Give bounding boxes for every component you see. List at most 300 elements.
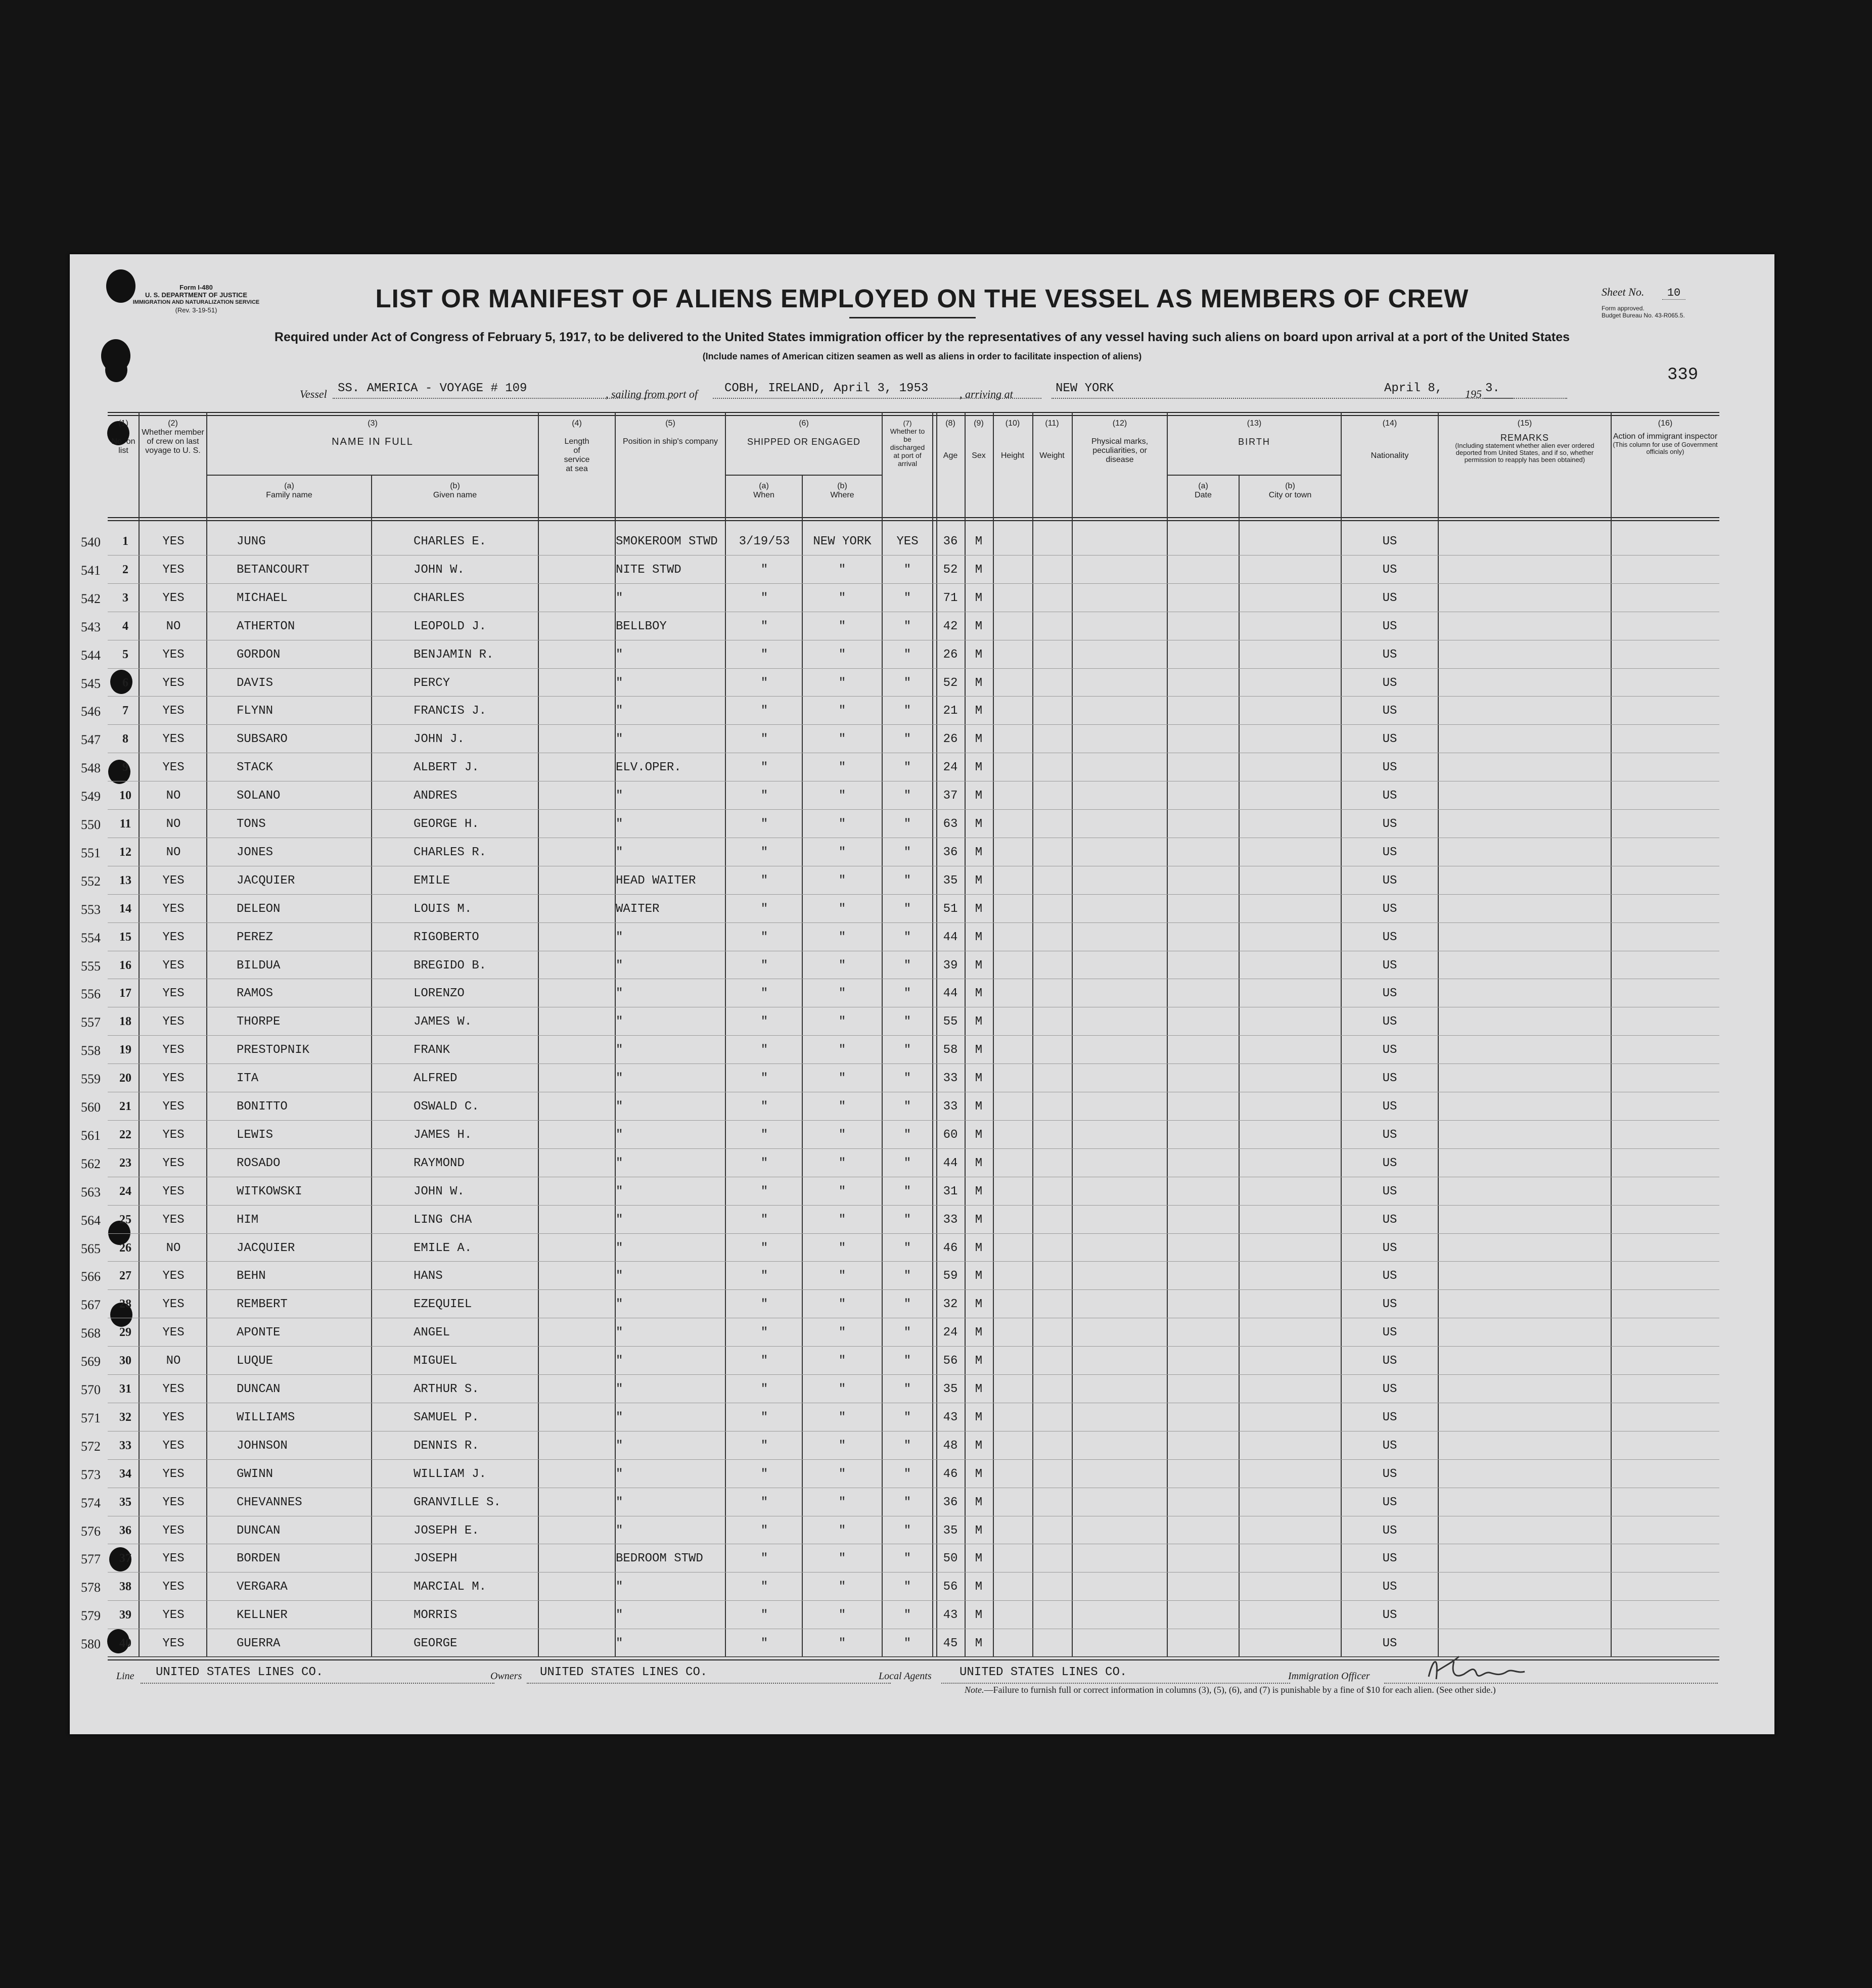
col-label: City or town xyxy=(1268,491,1312,499)
margin-row-number-cell: 557 xyxy=(81,1015,101,1030)
position-cell: " xyxy=(616,1184,623,1198)
discharged-cell: " xyxy=(903,704,911,718)
col-label: Date xyxy=(1195,491,1212,499)
previous-voyage-cell: YES xyxy=(162,1580,185,1594)
col-number: (8) xyxy=(945,419,955,428)
position-cell: WAITER xyxy=(616,902,660,916)
nationality-cell: US xyxy=(1382,1608,1397,1623)
family-name-cell: VERGARA xyxy=(237,1580,288,1594)
shipped-when-cell: " xyxy=(760,1043,768,1057)
previous-voyage-cell: YES xyxy=(162,1015,185,1029)
sex-cell: M xyxy=(975,1439,983,1453)
given-name-cell: HANS xyxy=(414,1269,443,1283)
margin-row-number-cell: 556 xyxy=(81,987,101,1002)
shipped-where-cell: " xyxy=(838,1523,846,1538)
nationality-cell: US xyxy=(1382,1015,1397,1029)
col-number: (a) xyxy=(1198,482,1208,490)
service-name: IMMIGRATION AND NATURALIZATION SERVICE xyxy=(132,299,260,305)
approval-line: Budget Bureau No. 43-R065.5. xyxy=(1602,312,1685,319)
nationality-cell: US xyxy=(1382,902,1397,916)
header-subrule xyxy=(206,475,538,476)
discharged-cell: " xyxy=(903,1213,911,1227)
header-bottom-rule xyxy=(108,520,1719,521)
age-cell: 26 xyxy=(943,648,958,662)
col-sep xyxy=(1032,412,1033,1657)
sex-cell: M xyxy=(975,619,983,633)
given-name-cell: JOSEPH E. xyxy=(414,1523,479,1538)
discharged-cell: " xyxy=(903,958,911,973)
age-cell: 44 xyxy=(943,930,958,944)
margin-row-number-cell: 577 xyxy=(81,1552,101,1567)
discharged-cell: " xyxy=(903,1100,911,1114)
family-name-cell: WILLIAMS xyxy=(237,1410,295,1424)
sex-cell: M xyxy=(975,930,983,944)
given-name-cell: BREGIDO B. xyxy=(414,958,487,973)
row-rule xyxy=(108,1459,1719,1460)
col-sep xyxy=(139,412,140,1657)
row-rule xyxy=(108,1233,1719,1234)
col-label: Physical marks, peculiarities, or disease xyxy=(1091,437,1149,464)
position-cell: " xyxy=(616,1580,623,1594)
given-name-cell: LING CHA xyxy=(414,1213,472,1227)
row-rule xyxy=(108,1346,1719,1347)
discharged-cell: " xyxy=(903,902,911,916)
family-name-cell: GUERRA xyxy=(237,1637,281,1651)
shipped-where-cell: " xyxy=(838,930,846,944)
sex-cell: M xyxy=(975,1128,983,1142)
header-subrule xyxy=(1167,475,1341,476)
shipped-where-cell: " xyxy=(838,1015,846,1029)
sex-cell: M xyxy=(975,1269,983,1283)
shipped-where-cell: " xyxy=(838,817,846,831)
family-name-cell: GORDON xyxy=(237,648,281,662)
col12-header xyxy=(1073,419,1167,465)
shipped-where-cell: " xyxy=(838,732,846,747)
age-cell: 36 xyxy=(943,535,958,548)
given-name-cell: ANGEL xyxy=(414,1326,450,1340)
col-sep xyxy=(932,412,933,1657)
discharged-cell: " xyxy=(903,1128,911,1142)
given-name-cell: CHARLES E. xyxy=(414,535,487,548)
shipped-where-cell: " xyxy=(838,1241,846,1255)
nationality-cell: US xyxy=(1382,1156,1397,1170)
col13a-header xyxy=(1168,482,1239,500)
margin-row-number-cell: 544 xyxy=(81,648,101,663)
margin-row-number-cell: 540 xyxy=(81,535,101,549)
position-cell: " xyxy=(616,1072,623,1086)
list-number-cell: 7 xyxy=(122,704,128,718)
family-name-cell: HIM xyxy=(237,1213,259,1227)
arriving-label: , arriving at xyxy=(960,388,1013,400)
sex-cell: M xyxy=(975,902,983,916)
row-rule xyxy=(108,1035,1719,1036)
shipped-when-cell: " xyxy=(760,563,768,577)
shipped-when-cell: " xyxy=(760,1439,768,1453)
col3-header xyxy=(207,419,538,446)
nationality-cell: US xyxy=(1382,1184,1397,1198)
margin-row-number-cell: 573 xyxy=(81,1467,101,1482)
given-name-cell: RAYMOND xyxy=(414,1156,465,1170)
row-rule xyxy=(108,668,1719,669)
margin-row-number-cell: 559 xyxy=(81,1072,101,1087)
list-number-cell: 14 xyxy=(119,902,131,915)
position-cell: " xyxy=(616,1043,623,1057)
margin-row-number-cell: 571 xyxy=(81,1410,101,1425)
previous-voyage-cell: YES xyxy=(162,1156,185,1170)
owners-label: Owners xyxy=(490,1671,522,1682)
list-number-cell: 11 xyxy=(119,817,131,830)
age-cell: 35 xyxy=(943,873,958,888)
margin-row-number-cell: 551 xyxy=(81,845,101,860)
position-cell: SMOKEROOM STWD xyxy=(616,535,718,548)
discharged-cell: " xyxy=(903,1637,911,1651)
margin-row-number-cell: 552 xyxy=(81,873,101,889)
year-label: 195 xyxy=(1465,388,1482,400)
previous-voyage-cell: YES xyxy=(162,1608,185,1623)
previous-voyage-cell: YES xyxy=(162,1213,185,1227)
previous-voyage-cell: YES xyxy=(162,1382,185,1396)
shipped-where-cell: " xyxy=(838,704,846,718)
previous-voyage-cell: NO xyxy=(166,789,181,803)
col14-header xyxy=(1342,419,1438,460)
vessel-line xyxy=(70,380,1774,400)
sex-cell: M xyxy=(975,1608,983,1623)
nationality-cell: US xyxy=(1382,1523,1397,1538)
position-cell: " xyxy=(616,1523,623,1538)
family-name-cell: APONTE xyxy=(237,1326,281,1340)
family-name-cell: WITKOWSKI xyxy=(237,1184,302,1198)
discharged-cell: " xyxy=(903,817,911,831)
age-cell: 35 xyxy=(943,1382,958,1396)
family-name-cell: JACQUIER xyxy=(237,873,295,888)
nationality-cell: US xyxy=(1382,1552,1397,1566)
sex-cell: M xyxy=(975,873,983,888)
shipped-when-cell: " xyxy=(760,1552,768,1566)
row-rule xyxy=(108,1148,1719,1149)
discharged-cell: " xyxy=(903,1015,911,1029)
discharged-cell: " xyxy=(903,1439,911,1453)
col-sep xyxy=(538,412,539,1657)
margin-row-number-cell: 549 xyxy=(81,789,101,804)
position-cell: " xyxy=(616,591,623,605)
row-rule xyxy=(108,555,1719,556)
note-text: —Failure to furnish full or correct information in columns (3), (5), (6), and (7) is punishable by a fine of $10 for each alien. (See other side.) xyxy=(984,1685,1496,1695)
position-cell: " xyxy=(616,1467,623,1481)
note-label: Note. xyxy=(965,1685,984,1695)
nationality-cell: US xyxy=(1382,1269,1397,1283)
arriving-value: NEW YORK xyxy=(1056,382,1114,395)
sex-cell: M xyxy=(975,1495,983,1509)
sex-cell: M xyxy=(975,591,983,605)
margin-row-number-cell: 541 xyxy=(81,563,101,578)
discharged-cell: " xyxy=(903,619,911,633)
sex-cell: M xyxy=(975,1637,983,1651)
family-name-cell: BEHN xyxy=(237,1269,266,1283)
col-sep xyxy=(1167,412,1168,1657)
col-label: Length of service at sea xyxy=(564,437,590,473)
given-name-cell: FRANCIS J. xyxy=(414,704,487,718)
discharged-cell: " xyxy=(903,930,911,944)
margin-row-number-cell: 543 xyxy=(81,619,101,634)
margin-row-number-cell: 561 xyxy=(81,1128,101,1143)
nationality-cell: US xyxy=(1382,1580,1397,1594)
given-name-cell: JOHN J. xyxy=(414,732,465,747)
col-label: NAME IN FULL xyxy=(332,436,414,447)
previous-voyage-cell: YES xyxy=(162,1100,185,1114)
sex-cell: M xyxy=(975,1410,983,1424)
nationality-cell: US xyxy=(1382,1637,1397,1651)
family-name-cell: JONES xyxy=(237,845,273,859)
year-value: 3. xyxy=(1485,382,1500,395)
sex-cell: M xyxy=(975,732,983,747)
row-rule xyxy=(108,809,1719,810)
shipped-where-cell: " xyxy=(838,761,846,775)
list-number-cell: 13 xyxy=(119,873,131,887)
col-number: (b) xyxy=(450,482,460,490)
nationality-cell: US xyxy=(1382,845,1397,859)
sailing-label: , sailing from port of xyxy=(606,388,698,400)
age-cell: 33 xyxy=(943,1100,958,1114)
shipped-where-cell: " xyxy=(838,676,846,690)
sex-cell: M xyxy=(975,1015,983,1029)
nationality-cell: US xyxy=(1382,619,1397,633)
nationality-cell: US xyxy=(1382,563,1397,577)
given-name-cell: JAMES W. xyxy=(414,1015,472,1029)
age-cell: 35 xyxy=(943,1523,958,1538)
shipped-where-cell: " xyxy=(838,1184,846,1198)
previous-voyage-cell: YES xyxy=(162,902,185,916)
list-number-cell: 12 xyxy=(119,845,131,859)
age-cell: 46 xyxy=(943,1241,958,1255)
col16-header xyxy=(1612,419,1719,455)
previous-voyage-cell: YES xyxy=(162,1043,185,1057)
family-name-cell: DELEON xyxy=(237,902,281,916)
sex-cell: M xyxy=(975,1298,983,1312)
shipped-when-cell: " xyxy=(760,1269,768,1283)
list-number-cell: 28 xyxy=(119,1298,131,1311)
family-name-cell: BILDUA xyxy=(237,958,281,973)
position-cell: " xyxy=(616,676,623,690)
shipped-where-cell: " xyxy=(838,1382,846,1396)
discharged-cell: YES xyxy=(896,535,919,548)
col-number: (3) xyxy=(368,419,378,428)
previous-voyage-cell: YES xyxy=(162,1326,185,1340)
shipped-when-cell: " xyxy=(760,619,768,633)
sex-cell: M xyxy=(975,1043,983,1057)
age-cell: 56 xyxy=(943,1354,958,1368)
position-cell: " xyxy=(616,1100,623,1114)
nationality-cell: US xyxy=(1382,1326,1397,1340)
family-name-cell: BORDEN xyxy=(237,1552,281,1566)
given-name-cell: BENJAMIN R. xyxy=(414,648,494,662)
family-name-cell: BONITTO xyxy=(237,1100,288,1114)
shipped-when-cell: " xyxy=(760,1354,768,1368)
list-number-cell: 1 xyxy=(122,535,128,548)
discharged-cell: " xyxy=(903,1495,911,1509)
list-number-cell: 27 xyxy=(119,1269,131,1283)
position-cell: " xyxy=(616,1354,623,1368)
discharged-cell: " xyxy=(903,873,911,888)
shipped-when-cell: " xyxy=(760,1213,768,1227)
discharged-cell: " xyxy=(903,761,911,775)
sex-cell: M xyxy=(975,535,983,548)
given-name-cell: LORENZO xyxy=(414,987,465,1001)
position-cell: " xyxy=(616,732,623,747)
list-number-cell: 3 xyxy=(122,591,128,605)
sex-cell: M xyxy=(975,704,983,718)
shipped-when-cell: " xyxy=(760,761,768,775)
family-name-cell: GWINN xyxy=(237,1467,273,1481)
previous-voyage-cell: YES xyxy=(162,987,185,1001)
given-name-cell: DENNIS R. xyxy=(414,1439,479,1453)
sex-cell: M xyxy=(975,1467,983,1481)
col-sep xyxy=(206,412,207,1657)
given-name-cell: FRANK xyxy=(414,1043,450,1057)
nationality-cell: US xyxy=(1382,1213,1397,1227)
given-name-cell: CHARLES R. xyxy=(414,845,487,859)
margin-row-number-cell: 545 xyxy=(81,676,101,691)
position-cell: BEDROOM STWD xyxy=(616,1552,703,1566)
family-name-cell: JUNG xyxy=(237,535,266,548)
family-name-cell: REMBERT xyxy=(237,1298,288,1312)
col-number: (5) xyxy=(665,419,675,428)
previous-voyage-cell: YES xyxy=(162,1495,185,1509)
table-top-rule xyxy=(108,415,1719,416)
age-cell: 71 xyxy=(943,591,958,605)
col-label: SHIPPED OR ENGAGED xyxy=(747,437,861,447)
shipped-where-cell: " xyxy=(838,1439,846,1453)
age-cell: 46 xyxy=(943,1467,958,1481)
nationality-cell: US xyxy=(1382,1467,1397,1481)
col-number: (10) xyxy=(1005,419,1020,428)
discharged-cell: " xyxy=(903,1410,911,1424)
col6a-header xyxy=(726,482,802,500)
given-name-cell: JOHN W. xyxy=(414,1184,465,1198)
col1-header xyxy=(108,419,139,455)
department-name: U. S. DEPARTMENT OF JUSTICE xyxy=(145,291,247,299)
shipped-where-cell: " xyxy=(838,873,846,888)
shipped-when-cell: " xyxy=(760,1072,768,1086)
col2-header xyxy=(141,419,205,455)
col3a-header xyxy=(207,482,371,500)
discharged-cell: " xyxy=(903,845,911,859)
shipped-where-cell: " xyxy=(838,845,846,859)
previous-voyage-cell: YES xyxy=(162,591,185,605)
nationality-cell: US xyxy=(1382,987,1397,1001)
given-name-cell: MARCIAL M. xyxy=(414,1580,487,1594)
given-name-cell: RIGOBERTO xyxy=(414,930,479,944)
discharged-cell: " xyxy=(903,1043,911,1057)
shipped-when-cell: " xyxy=(760,845,768,859)
manifest-sheet xyxy=(70,254,1774,1734)
sex-cell: M xyxy=(975,1326,983,1340)
officer-signature xyxy=(1424,1651,1545,1687)
family-name-cell: JACQUIER xyxy=(237,1241,295,1255)
margin-row-number-cell: 574 xyxy=(81,1495,101,1510)
previous-voyage-cell: NO xyxy=(166,817,181,831)
previous-voyage-cell: YES xyxy=(162,1269,185,1283)
position-cell: " xyxy=(616,1298,623,1312)
given-name-cell: EMILE A. xyxy=(414,1241,472,1255)
given-name-cell: ANDRES xyxy=(414,789,458,803)
sex-cell: M xyxy=(975,563,983,577)
age-cell: 56 xyxy=(943,1580,958,1594)
age-cell: 60 xyxy=(943,1128,958,1142)
previous-voyage-cell: YES xyxy=(162,1552,185,1566)
nationality-cell: US xyxy=(1382,732,1397,747)
list-number-cell: 22 xyxy=(119,1128,131,1141)
list-number-cell: 20 xyxy=(119,1072,131,1085)
shipped-where-cell: " xyxy=(838,1072,846,1086)
shipped-when-cell: " xyxy=(760,1608,768,1623)
given-name-cell: PERCY xyxy=(414,676,450,690)
col-number: (b) xyxy=(1285,482,1295,490)
sailing-value: COBH, IRELAND, April 3, 1953 xyxy=(724,382,929,395)
sex-cell: M xyxy=(975,987,983,1001)
shipped-when-cell: " xyxy=(760,1523,768,1538)
previous-voyage-cell: YES xyxy=(162,761,185,775)
row-rule xyxy=(108,1289,1719,1290)
col-label: Whether to be discharged at port of arrival xyxy=(890,427,925,468)
previous-voyage-cell: YES xyxy=(162,930,185,944)
row-rule xyxy=(108,1261,1719,1262)
sex-cell: M xyxy=(975,1382,983,1396)
col-label: Whether member of crew on last voyage to U. S. xyxy=(142,428,204,455)
sex-cell: M xyxy=(975,958,983,973)
margin-row-number-cell: 554 xyxy=(81,930,101,945)
given-name-cell: MORRIS xyxy=(414,1608,458,1623)
shipped-where-cell: " xyxy=(838,987,846,1001)
sex-cell: M xyxy=(975,1552,983,1566)
position-cell: " xyxy=(616,704,623,718)
list-number-cell: 4 xyxy=(122,619,128,633)
age-cell: 24 xyxy=(943,1326,958,1340)
line-dots xyxy=(141,1683,494,1684)
discharged-cell: " xyxy=(903,648,911,662)
family-name-cell: KELLNER xyxy=(237,1608,288,1623)
position-cell: " xyxy=(616,958,623,973)
sex-cell: M xyxy=(975,1241,983,1255)
list-number-cell: 37 xyxy=(119,1552,131,1565)
previous-voyage-cell: YES xyxy=(162,1298,185,1312)
fine-note xyxy=(965,1685,1496,1695)
row-rule xyxy=(108,1120,1719,1121)
discharged-cell: " xyxy=(903,1382,911,1396)
family-name-cell: DAVIS xyxy=(237,676,273,690)
nationality-cell: US xyxy=(1382,676,1397,690)
nationality-cell: US xyxy=(1382,591,1397,605)
shipped-when-cell: " xyxy=(760,817,768,831)
sheet-number-label: Sheet No. xyxy=(1602,286,1645,298)
family-name-cell: JOHNSON xyxy=(237,1439,288,1453)
age-cell: 31 xyxy=(943,1184,958,1198)
col13-header xyxy=(1168,419,1341,446)
nationality-cell: US xyxy=(1382,930,1397,944)
list-number-cell: 2 xyxy=(122,563,128,576)
col15-header xyxy=(1439,419,1611,464)
list-number-cell: 24 xyxy=(119,1184,131,1198)
row-rule xyxy=(108,922,1719,923)
nationality-cell: US xyxy=(1382,1410,1397,1424)
form-revision: (Rev. 3-19-51) xyxy=(175,306,217,314)
shipped-when-cell: " xyxy=(760,1128,768,1142)
previous-voyage-cell: YES xyxy=(162,704,185,718)
stamped-page-number: 339 xyxy=(1667,365,1699,385)
col-label: No. on list xyxy=(111,437,135,455)
shipped-when-cell: " xyxy=(760,1410,768,1424)
shipped-where-cell: " xyxy=(838,1552,846,1566)
list-number-cell: 38 xyxy=(119,1580,131,1594)
